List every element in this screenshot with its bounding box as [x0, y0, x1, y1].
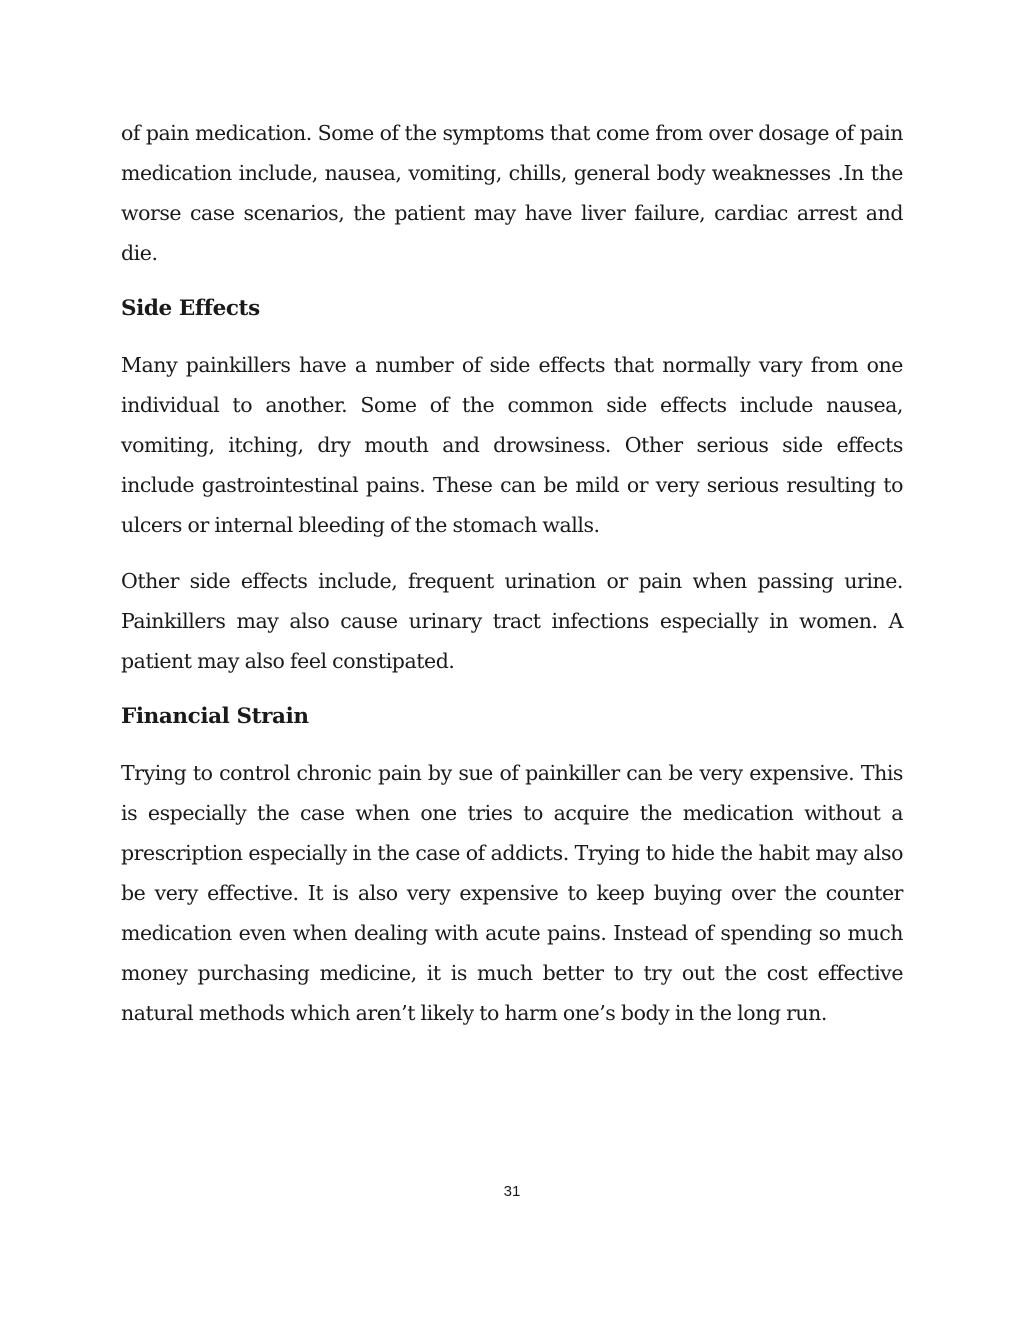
intro-paragraph: of pain medication. Some of the symptoms that come from over dosage of pain medication include, nausea, vomiting, chills, general body weaknesses .In the worse case scenarios, the patient may have liver failure, cardiac arrest and die.	[121, 121, 903, 265]
section-heading-financial-strain: Financial Strain	[121, 704, 309, 729]
financial-strain-paragraph: Trying to control chronic pain by sue of painkiller can be very expensive. This is especially the case when one tries to acquire the medication without a prescription especially in the case of addicts. Trying to hide the habit may also be very effective. It is also very expensive to keep buying over the counter medication even when dealing with acute pains. Instead of spending so much money purchasing medicine, it is much better to try out the cost effective natural methods which aren’t likely to harm one’s body in the long run.	[121, 761, 903, 1025]
side-effects-paragraph-2: Other side effects include, frequent urination or pain when passing urine. Painkillers may also cause urinary tract infections especially in women. A patient may also feel constipated.	[121, 569, 903, 673]
section-heading-side-effects: Side Effects	[121, 296, 260, 321]
page-number: 31	[503, 1183, 521, 1200]
side-effects-paragraph-1: Many painkillers have a number of side effects that normally vary from one individual to another. Some of the common side effects include nausea, vomiting, itching, dry mouth and drowsiness. Other serious side effects include gastrointestinal pains. These can be mild or very serious resulting to ulcers or internal bleeding of the stomach walls.	[121, 353, 903, 537]
page-body	[121, 113, 903, 1049]
